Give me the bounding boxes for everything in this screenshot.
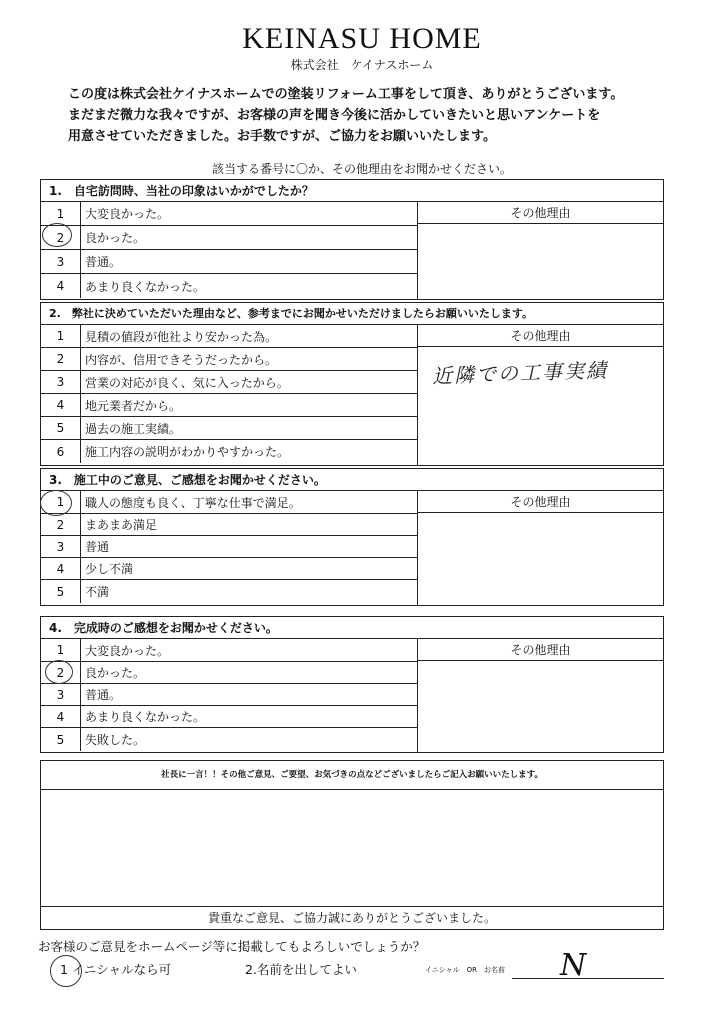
option-label: 不満: [85, 585, 110, 599]
comment-heading: 社長に一言！！その他ご意見、ご要望、お気づきの点などございましたらご記入お願いいたします。: [41, 761, 663, 790]
option-label: 普通: [85, 540, 110, 554]
comment-box[interactable]: [40, 760, 664, 930]
other-reason-label: その他理由: [418, 639, 663, 661]
option-row[interactable]: [41, 202, 417, 226]
section-1: [40, 179, 664, 300]
other-reason-label: その他理由: [418, 325, 663, 347]
other-reason-label: その他理由: [418, 491, 663, 513]
option-row[interactable]: [41, 706, 417, 728]
consent-option-name[interactable]: 2.名前を出してよい: [245, 962, 357, 977]
handwritten-answer: 近隣での工事実績: [431, 357, 609, 389]
instruction: 該当する番号に〇か、その他理由をお聞かせください。: [211, 162, 512, 176]
option-number: 5: [41, 580, 81, 603]
option-row[interactable]: [41, 348, 417, 371]
option-row[interactable]: [41, 558, 417, 580]
option-number: 1: [41, 325, 81, 347]
option-label: 過去の施工実績。: [85, 421, 182, 436]
option-number: 2: [41, 514, 81, 535]
option-row[interactable]: [41, 394, 417, 417]
option-label: 失敗した。: [85, 733, 146, 747]
option-label: 内容が、信用できそうだったから。: [85, 352, 278, 367]
option-label: まあまあ満足: [85, 518, 158, 532]
section-heading: 3. 施工中のご意見、ご感想をお聞かせください。: [41, 469, 663, 491]
section-heading: 2. 弊社に決めていただいた理由など、参考までにお聞かせいただけましたらお願いいたします。: [41, 303, 663, 325]
name-field-label: イニシャル OR お名前: [425, 966, 505, 974]
option-number: 5: [41, 728, 81, 751]
option-row[interactable]: [41, 536, 417, 558]
option-number: 3: [41, 371, 81, 393]
selection-circle: [40, 490, 72, 516]
option-number: 3: [41, 536, 81, 557]
section-heading: 1. 自宅訪問時、当社の印象はいかがでしたか？: [41, 180, 663, 202]
option-label: 地元業者だから。: [85, 398, 182, 413]
option-label: 職人の態度も良く、丁寧な仕事で満足。: [85, 495, 301, 510]
option-row[interactable]: [41, 580, 417, 603]
option-row[interactable]: [41, 250, 417, 274]
option-row[interactable]: [41, 440, 417, 463]
option-row[interactable]: [41, 684, 417, 706]
section-2: [40, 302, 664, 466]
option-number: 2: [41, 226, 81, 249]
option-label: 見積の値段が他社より安かった為。: [85, 329, 278, 344]
option-label: 普通。: [85, 688, 122, 702]
option-number: 1: [41, 202, 81, 225]
option-row[interactable]: [41, 371, 417, 394]
option-row[interactable]: [41, 325, 417, 348]
section-heading: 4. 完成時のご感想をお聞かせください。: [41, 617, 663, 639]
option-label: 少し不満: [85, 562, 134, 576]
option-row[interactable]: [41, 417, 417, 440]
option-number: 1: [41, 491, 81, 513]
option-number: 3: [41, 250, 81, 273]
intro-line: まだまだ微力な我々ですが、お客様の声を聞き今後に活かしていきたいと思いアンケートを: [68, 108, 601, 123]
company-subtitle: 株式会社 ケイナスホーム: [290, 58, 434, 72]
option-number: 1: [41, 639, 81, 661]
option-label: 大変良かった。: [85, 207, 170, 221]
section-3: [40, 468, 664, 606]
option-number: 5: [41, 417, 81, 439]
intro-text: [68, 84, 668, 147]
option-label: 良かった。: [85, 666, 146, 680]
option-number: 6: [41, 440, 81, 463]
option-label: あまり良くなかった。: [85, 279, 206, 294]
option-number: 2: [41, 348, 81, 370]
option-row[interactable]: [41, 728, 417, 751]
option-number: 3: [41, 684, 81, 705]
other-reason-label: その他理由: [418, 202, 663, 224]
option-label: あまり良くなかった。: [85, 710, 206, 724]
consent-question: お客様のご意見をホームページ等に掲載してもよろしいでしょうか？: [38, 939, 426, 954]
option-number: 4: [41, 274, 81, 298]
option-row[interactable]: [41, 491, 417, 514]
signature-line: [512, 978, 664, 979]
option-label: 大変良かった。: [85, 643, 170, 658]
company-title: KEINASU HOME: [242, 22, 482, 55]
selection-circle: [42, 223, 72, 247]
option-row[interactable]: [41, 639, 417, 662]
option-label: 良かった。: [85, 231, 146, 245]
option-row[interactable]: [41, 662, 417, 684]
option-label: 普通。: [85, 255, 122, 269]
option-number: 4: [41, 558, 81, 579]
section-4: [40, 616, 664, 753]
intro-line: 用意させていただきました。お手数ですが、ご協力をお願いいたします。: [68, 129, 496, 144]
option-row[interactable]: [41, 514, 417, 536]
option-label: 営業の対応が良く、気に入ったから。: [85, 375, 289, 390]
signature: N: [560, 948, 587, 983]
option-number: 2: [41, 662, 81, 683]
option-number: 4: [41, 394, 81, 416]
consent-option-initials[interactable]: 1 イニシャルなら可: [60, 962, 172, 977]
thanks-message: 貴重なご意見、ご協力誠にありがとうございました。: [41, 906, 663, 929]
selection-circle: [45, 660, 73, 684]
intro-line: この度は株式会社ケイナスホームでの塗装リフォーム工事をして頂き、ありがとうございます。: [68, 87, 624, 102]
option-label: 施工内容の説明がわかりやすかった。: [85, 445, 290, 459]
option-row[interactable]: [41, 226, 417, 250]
option-number: 4: [41, 706, 81, 727]
option-row[interactable]: [41, 274, 417, 298]
